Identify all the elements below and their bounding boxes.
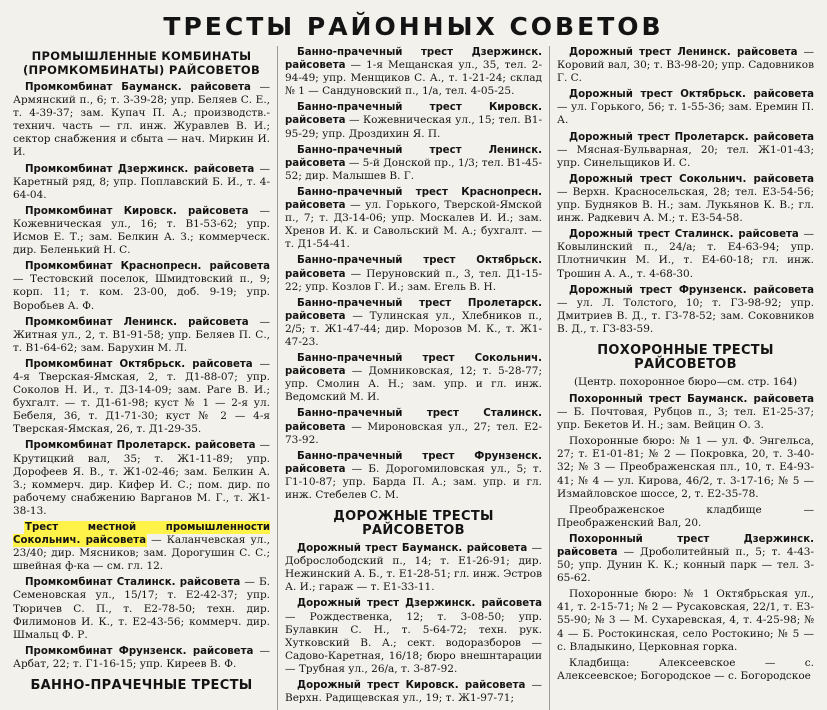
entry-details: — Рождественка, 12; т. 3-08-50; упр. Булавкин С. Н., т. 5-64-72; техн. рук. Хутковский В. А.; сект. водоразборов — Садово-Каретная, 16/18; бюро внешнтарации — Трубная ул., 26/а, т. 3-87-92. (285, 610, 542, 675)
entry-details: — Б. Семеновская ул., 15/17; т. Е2-42-37; упр. Тюричев С. П., т. Е2-78-50; техн. дир. Филимонов И. К., т. Е2-43-56; коммерч. дир. Шмальц Ф. Р. (13, 576, 271, 641)
entry-details: — Дроболитейный п., 5; т. 4-43-50; упр. Дунин К. К.; конный парк — тел. 3-65-62. (557, 546, 814, 585)
entry-details: — Кожевническая ул., 16; т. В1-53-62; упр. Исмов Е. Т.; зам. Белкин А. З.; коммерческ. дир. Беленький Н. С. (13, 204, 270, 257)
entry-details: — Доброслободский п., 14; т. Е1-26-91; дир. Нежинский А. Б., т. Е1-28-51; гл. инж. Эстров А. И.; гараж — т. Е1-33-11. (285, 542, 542, 594)
directory-entry (13, 163, 270, 202)
directory-entry (13, 260, 270, 312)
entry-name: Банно-прачечный трест Октябрьск. райсовета (285, 255, 542, 280)
entry-name: Дорожный трест Пролетарск. райсовета (569, 131, 814, 143)
directory-entry (285, 144, 542, 183)
section-heading-dorozhnye: ДОРОЖНЫЕ ТРЕСТЫ РАЙСОВЕТОВ (333, 509, 494, 539)
entry-details: — 4-я Тверская-Ямская, 2, т. Д1-88-07; упр. Соколов Н. И., т. Д3-14-09; зам. Раге В. И.; бухгалт. — т. Д1-61-98; куст № 1 — 2-я ул. Бебеля, 36, т. Д1-71-30; куст № 2 — 4-я Тверская-Ямская, 26, т. Д1-29-35. (13, 357, 271, 436)
entry-details: — Кожевническая ул., 15; тел. В1-95-29; упр. Дроздихин Я. П. (285, 114, 542, 140)
entry-details: — Крутицкий вал, 35; т. Ж1-11-89; упр. Дорофеев Я. В., т. Ж1-02-46; зам. Белкин А. З.; коммерч. дир. Кифер И. С.; пом. дир. по рабочему снабжению Варганов М. Г., т. Ж1-38-13. (13, 439, 271, 517)
directory-entry (13, 205, 270, 257)
directory-entry (557, 88, 814, 127)
directory-entry (557, 588, 814, 653)
column-3 (549, 46, 821, 710)
entry-name: Банно-прачечный трест Сталинск. райсовета (285, 408, 542, 433)
entry-name: Похоронный трест Дзержинск. райсовета (557, 533, 814, 558)
page-title: ТРЕСТЫ РАЙОННЫХ СОВЕТОВ (163, 12, 664, 41)
entry-details: — Б. Почтовая, Рубцов п., 3; тел. Е1-25-37; упр. Бекетов И. Н.; зам. Вейцин О. З. (557, 406, 814, 432)
entry-name: Банно-прачечный трест Краснопресн. райсовета (285, 186, 542, 212)
entry-details: — Тулинская ул., Хлебников п., 2/5; т. Ж1-47-44; дир. Морозов М. К., т. Ж1-47-23. (285, 309, 542, 348)
entry-name: Банно-прачечный трест Ленинск. райсовета (285, 144, 542, 169)
directory-entry (285, 450, 542, 502)
entry-details: — Каланчевская ул., 23/40; дир. Мясников; зам. Дорогушин С. С.; швейная ф-ка — см. гл. 12. (13, 534, 271, 573)
entry-name: Банно-прачечный трест Фрунзенск. райсовета (285, 450, 542, 475)
entry-details: — Тестовский поселок, Шмидтовский п., 9; корп. 11; т. ком. 23-00, доб. 9-19; упр. Воробьев А. Ф. (13, 273, 270, 312)
directory-entry (285, 407, 542, 446)
entry-name: Дорожный трест Октябрьск. райсовета (569, 89, 814, 101)
directory-entry (557, 284, 814, 336)
section-note: (Центр. похоронное бюро—см. стр. 164) (573, 375, 798, 388)
entry-name: Промкомбинат Дзержинск. райсовета (25, 163, 255, 175)
directory-entry (285, 297, 542, 349)
entry-details: Преображенское кладбище — Преображенский Вал, 20. (557, 503, 814, 529)
entry-name: Трест местной промышленности Сокольнич. райсовета (13, 522, 270, 547)
directory-entry (13, 316, 270, 355)
column-1 (6, 46, 277, 710)
directory-entry (13, 439, 270, 518)
directory-entry (285, 597, 542, 676)
directory-entry (557, 173, 814, 225)
section-heading-line: ПРОМЫШЛЕННЫЕ КОМБИНАТЫ (31, 49, 252, 63)
entry-name: Банно-прачечный трест Пролетарск. райсовета (285, 297, 542, 322)
directory-entry (557, 533, 814, 585)
entry-name: Промкомбинат Ленинск. райсовета (25, 316, 249, 328)
directory-entry (557, 46, 814, 85)
entry-name: Банно-прачечный трест Кировск. райсовета (285, 102, 542, 127)
entry-name: Промкомбинат Фрунзенск. райсовета (25, 645, 254, 657)
directory-entry (285, 542, 542, 594)
entry-details: — ул. Горького, Тверской-Ямской п., 7; т. Д3-14-06; упр. Москалев И. И.; зам. Хренов И. К. и Савольский М. А.; бухгалт. — т. Д1-54-41. (285, 199, 542, 251)
entry-name: Банно-прачечный трест Сокольнич. райсовета (285, 353, 542, 378)
section-heading-promkombinaty (13, 49, 270, 77)
entry-details: — Верхн. Радищевская ул., 19; т. Ж1-97-71; (285, 679, 542, 705)
columns (6, 46, 821, 710)
entry-details: — Б. Дорогомиловская ул., 5; т. Г1-10-87; упр. Барда П. А.; зам. упр. и гл. инж. Стебелев С. М. (285, 462, 542, 501)
entry-name: Дорожный трест Дзержинск. райсовета (297, 598, 542, 610)
section-heading-pokhoronnye: ПОХОРОННЫЕ ТРЕСТЫ РАЙСОВЕТОВ (597, 342, 774, 372)
entry-details: — Домниковская, 12; т. 5-28-77; упр. Смолин А. Н.; зам. упр. и гл. инж. Ведомский М. И. (285, 365, 542, 404)
directory-entry (557, 504, 814, 530)
entry-name: Дорожный трест Сокольнич. райсовета (569, 173, 814, 185)
entry-list (13, 81, 270, 671)
entry-list (285, 542, 542, 705)
entry-details: Похоронные бюро: № 1 — ул. Ф. Энгельса, 27; т. Е1-01-81; № 2 — Покровка, 20, т. 3-40-32; № 3 — Преображенская пл., 10, т. Е4-93-41; № 4 — ул. Кирова, 46/2, т. 3-17-16; № 5 — Измайловское шоссе, 2, т. Е2-35-78. (557, 435, 814, 500)
entry-details: — Арбат, 22; т. Г1-16-15; упр. Киреев В. Ф. (13, 644, 270, 670)
entry-details: — Каретный ряд, 8; упр. Поплавский Б. И., т. 4-64-04. (13, 162, 271, 201)
entry-details: — ул. Горького, 56; т. 1-55-36; зам. Еремин П. А. (557, 101, 814, 127)
column-2 (277, 46, 549, 710)
directory-entry (13, 576, 270, 641)
highlighted-entry (13, 521, 270, 573)
entry-name: Дорожный трест Бауманск. райсовета (297, 543, 528, 555)
entry-name: Дорожный трест Ленинск. райсовета (569, 47, 798, 58)
entry-details: — Житная ул., 2, т. В1-91-58; упр. Беляев П. С., т. В1-64-62; зам. Барухин М. Л. (13, 315, 271, 354)
entry-name: Промкомбинат Пролетарск. райсовета (25, 440, 256, 452)
entry-list (557, 393, 814, 683)
entry-list (557, 46, 814, 336)
entry-name: Дорожный трест Сталинск. райсовета (569, 229, 799, 241)
entry-details: — Мироновская ул., 27; тел. Е2-73-92. (285, 420, 542, 446)
entry-details: — 5-й Донской пр., 1/3; тел. В1-45-52; дир. Малышев В. Г. (285, 156, 542, 182)
entry-name: Банно-прачечный трест Дзержинск. райсовета (285, 47, 542, 72)
directory-entry (557, 393, 814, 432)
directory-entry (285, 679, 542, 705)
section-heading-banno: БАННО-ПРАЧЕЧНЫЕ ТРЕСТЫ (30, 678, 253, 694)
entry-details: — Верхн. Красносельская, 28; тел. Е3-54-56; упр. Будняков В. Н.; зам. Лукьянов К. В.; гл. инж. Радкевич А. М.; т. Е3-54-58. (557, 185, 814, 225)
entry-details: — Армянский п., 6; т. 3-39-28; упр. Беляев С. Е., т. 4-39-37; зам. Купач П. А.; производств.-технич. часть — гл. инж. Журавлев В. И.; сектор снабжения и сбыта — нач. Миркин И. И. (13, 81, 271, 159)
directory-entry (557, 435, 814, 500)
directory-entry (13, 358, 270, 437)
directory-entry (285, 352, 542, 404)
entry-details: Кладбища: Алексеевское — с. Алексеевское; Богородское — с. Богородское (557, 656, 814, 682)
entry-name: Промкомбинат Краснопресн. райсовета (25, 261, 270, 273)
entry-details: Похоронные бюро: № 1 Октябрьская ул., 41, т. 2-15-71; № 2 — Русаковская, 22/1, т. Е3-55-90; № 3 — М. Сухаревская, 4, т. 4-25-98; № 4 — Б. Ростокинская, село Ростокино; № 5 — с. Владыкино, Церковная горка. (557, 588, 814, 653)
directory-entry (557, 228, 814, 280)
entry-name: Дорожный трест Кировск. райсовета (297, 680, 526, 692)
entry-name: Промкомбинат Октябрьск. райсовета (25, 358, 253, 370)
section-heading-line: (ПРОМКОМБИНАТЫ) РАЙСОВЕТОВ (22, 63, 261, 77)
entry-details: — ул. Л. Толстого, 10; т. Г3-98-92; упр. Дмитриев В. Д., т. Г3-78-52; зам. Соковников В. Д., т. Г3-83-59. (557, 296, 814, 335)
entry-details: — Коровий вал, 30; т. В3-98-20; упр. Садовников Г. С. (557, 46, 814, 85)
directory-entry (13, 645, 270, 671)
entry-name: Промкомбинат Бауманск. райсовета (25, 82, 251, 93)
directory-entry (13, 81, 270, 160)
directory-entry (285, 101, 542, 140)
entry-details: — Ковылинский п., 24/а; т. Е4-63-94; упр. Плотничкин М. И., т. Е4-60-18; гл. инж. Трошин А. А., т. 4-68-30. (557, 228, 814, 280)
directory-entry (557, 657, 814, 683)
directory-entry (285, 254, 542, 293)
entry-list (285, 46, 542, 502)
entry-name: Промкомбинат Сталинск. райсовета (25, 577, 241, 589)
directory-entry (557, 131, 814, 170)
entry-name: Дорожный трест Фрунзенск. райсовета (569, 284, 814, 296)
directory-entry (285, 186, 542, 251)
entry-name: Похоронный трест Бауманск. райсовета (569, 393, 814, 405)
entry-name: Промкомбинат Кировск. райсовета (25, 205, 249, 217)
entry-details: — Перуновский п., 3, тел. Д1-15-22; упр. Козлов Г. И.; зам. Егель В. Н. (285, 267, 542, 293)
entry-details: — 1-я Мещанская ул., 35, тел. 2-94-49; упр. Менщиков С. А., т. 1-21-24; склад № 1 — Сандуновский п., 1/а, тел. 4-05-25. (285, 59, 542, 98)
entry-details: — Мясная-Бульварная, 20; тел. Ж1-01-43; упр. Синельщиков И. С. (557, 143, 814, 169)
directory-entry (285, 46, 542, 98)
